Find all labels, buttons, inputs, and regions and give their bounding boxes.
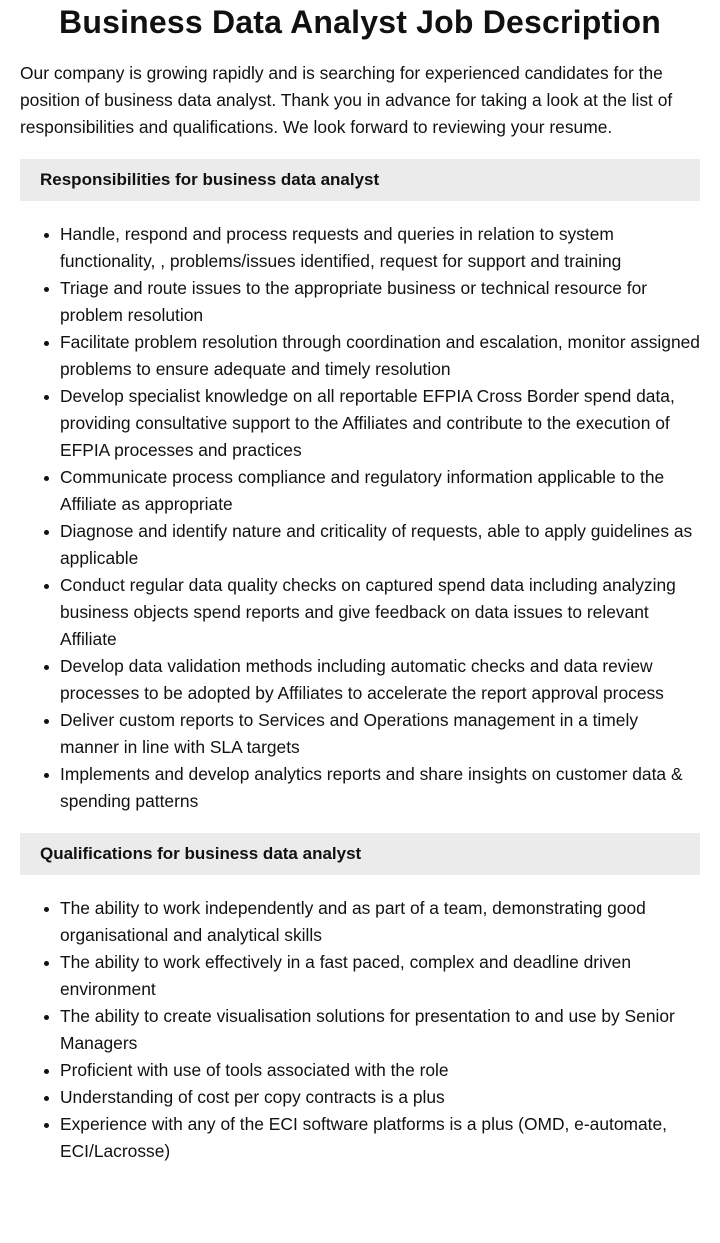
list-item: Develop specialist knowledge on all reportable EFPIA Cross Border spend data, providing consultative support to the Affiliates and contribute to the execution of EFPIA processes and practices: [60, 383, 700, 464]
list-item: The ability to work independently and as part of a team, demonstrating good organisational and analytical skills: [60, 895, 700, 949]
list-item: Implements and develop analytics reports and share insights on customer data & spending patterns: [60, 761, 700, 815]
list-item: Facilitate problem resolution through coordination and escalation, monitor assigned problems to ensure adequate and timely resolution: [60, 329, 700, 383]
list-item: Understanding of cost per copy contracts is a plus: [60, 1084, 700, 1111]
qualifications-heading: Qualifications for business data analyst: [20, 833, 700, 875]
qualifications-list: [20, 895, 700, 1165]
list-item: Triage and route issues to the appropriate business or technical resource for problem resolution: [60, 275, 700, 329]
page-title: Business Data Analyst Job Description: [59, 4, 661, 40]
responsibilities-list: [20, 221, 700, 815]
list-item: Experience with any of the ECI software platforms is a plus (OMD, e-automate, ECI/Lacrosse): [60, 1111, 700, 1165]
list-item: Deliver custom reports to Services and Operations management in a timely manner in line with SLA targets: [60, 707, 700, 761]
intro-paragraph: Our company is growing rapidly and is searching for experienced candidates for the position of business data analyst. Thank you in advance for taking a look at the list of responsibilities and qualifications. We look forward to reviewing your resume.: [20, 63, 673, 137]
list-item: Handle, respond and process requests and queries in relation to system functionality, , problems/issues identified, request for support and training: [60, 221, 700, 275]
responsibilities-heading: Responsibilities for business data analyst: [20, 159, 700, 201]
list-item: The ability to create visualisation solutions for presentation to and use by Senior Managers: [60, 1003, 700, 1057]
list-item: Conduct regular data quality checks on captured spend data including analyzing business objects spend reports and give feedback on data issues to relevant Affiliate: [60, 572, 700, 653]
list-item: Proficient with use of tools associated with the role: [60, 1057, 700, 1084]
list-item: Develop data validation methods including automatic checks and data review processes to be adopted by Affiliates to accelerate the report approval process: [60, 653, 700, 707]
list-item: The ability to work effectively in a fast paced, complex and deadline driven environment: [60, 949, 700, 1003]
list-item: Diagnose and identify nature and criticality of requests, able to apply guidelines as applicable: [60, 518, 700, 572]
list-item: Communicate process compliance and regulatory information applicable to the Affiliate as appropriate: [60, 464, 700, 518]
